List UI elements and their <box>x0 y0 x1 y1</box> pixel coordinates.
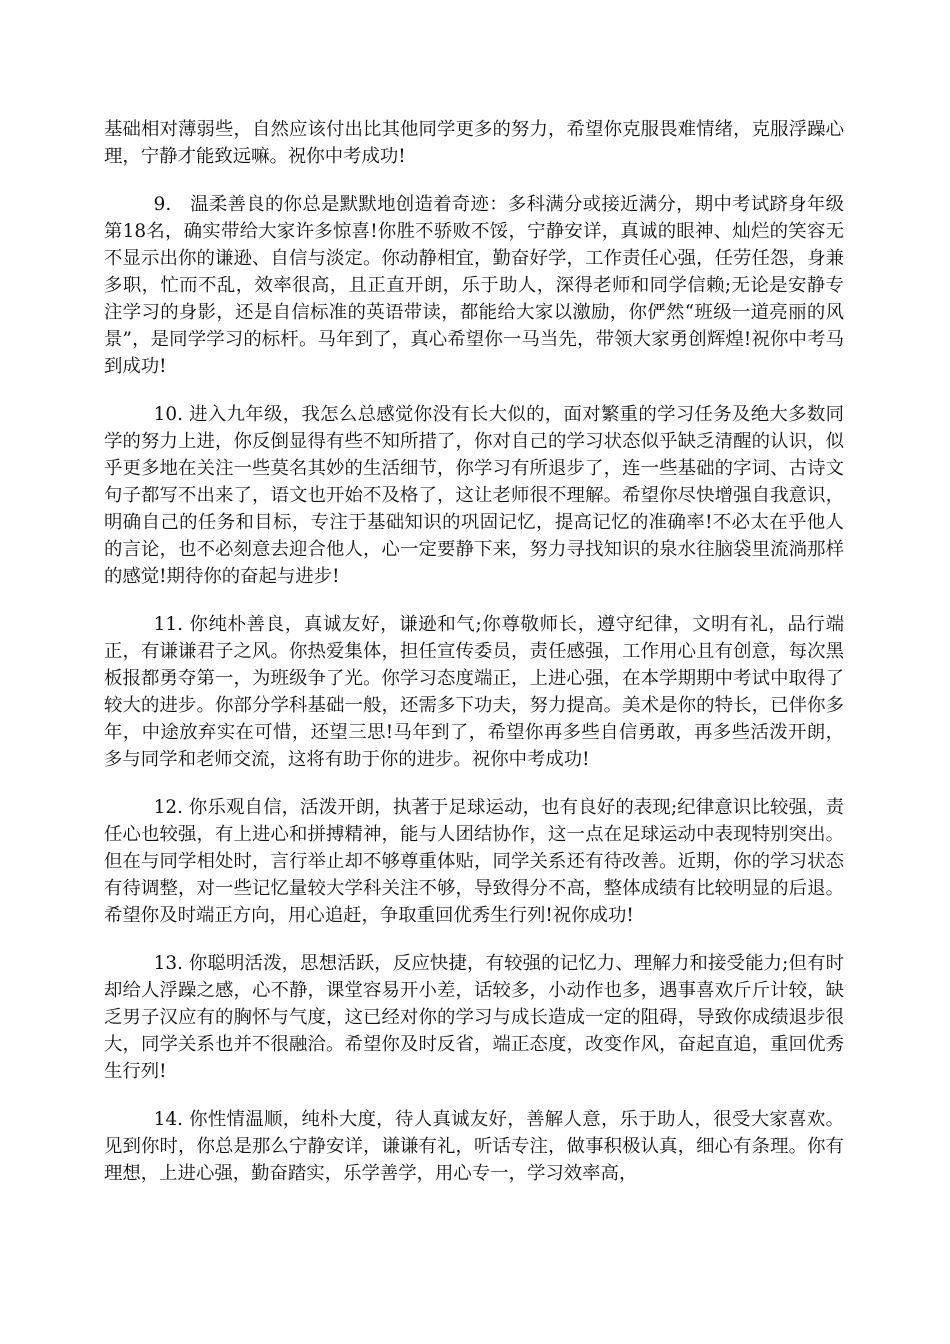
document-page <box>104 116 844 1208</box>
paragraph-12: 12. 你乐观自信，活泼开朗，执著于足球运动，也有良好的表现;纪律意识比较强，责任心也较强，有上进心和拼搏精神，能与人团结协作，这一点在足球运动中表现特别突出。但在与同学相处时，言行举止却不够尊重体贴，同学关系还有待改善。近期，你的学习状态有待调整，对一些记忆量较大学科关注不够，导致得分不高，整体成绩有比较明显的后退。希望你及时端正方向，用心追赶，争取重回优秀生行列!祝你成功! <box>104 797 844 926</box>
paragraph-8-continued: 基础相对薄弱些，自然应该付出比其他同学更多的努力，希望你克服畏难情绪，克服浮躁心理，宁静才能致远嘛。祝你中考成功! <box>104 119 844 167</box>
paragraph-13: 13. 你聪明活泼，思想活跃，反应快捷，有较强的记忆力、理解力和接受能力;但有时却给人浮躁之感，心不静，课堂容易开小差，话较多，小动作也多，遇事喜欢斤斤计较，缺乏男子汉应有的胸怀与气度，这已经对你的学习与成长造成一定的阻碍，导致你成绩退步很大，同学关系也并不很融洽。希望你及时反省，端正态度，改变作风，奋起直追，重回优秀生行列! <box>104 953 844 1082</box>
paragraph-14: 14. 你性情温顺，纯朴大度，待人真诚友好，善解人意，乐于助人，很受大家喜欢。见到你时，你总是那么宁静安详，谦谦有礼，听话专注，做事积极认真，细心有条理。你有理想，上进心强，勤奋踏实，乐学善学，用心专一，学习效率高， <box>104 1109 844 1184</box>
paragraph-11: 11. 你纯朴善良，真诚友好，谦逊和气;你尊敬师长，遵守纪律，文明有礼，品行端正，有谦谦君子之风。你热爱集体，担任宣传委员，责任感强，工作用心且有创意，每次黑板报都勇夺第一，为班级争了光。你学习态度端正，上进心强，在本学期期中考试中取得了较大的进步。你部分学科基础一般，还需多下功夫，努力提高。美术是你的特长，已伴你多年，中途放弃实在可惜，还望三思!马年到了，希望你再多些自信勇敢，再多些活泼开朗，多与同学和老师交流，这将有助于你的进步。祝你中考成功! <box>104 614 844 770</box>
paragraph-10: 10. 进入九年级，我怎么总感觉你没有长大似的，面对繁重的学习任务及绝大多数同学的努力上进，你反倒显得有些不知所措了，你对自己的学习状态似乎缺乏清醒的认识，似乎更多地在关注一些莫名其妙的生活细节，你学习有所退步了，连一些基础的字词、古诗文句子都写不出来了，语文也开始不及格了，这让老师很不理解。希望你尽快增强自我意识，明确自己的任务和目标，专注于基础知识的巩固记忆，提高记忆的准确率!不必太在乎他人的言论，也不必刻意去迎合他人，心一定要静下来，努力寻找知识的泉水往脑袋里流淌那样的感觉!期待你的奋起与进步! <box>104 404 844 587</box>
paragraph-9: 9. 温柔善良的你总是默默地创造着奇迹：多科满分或接近满分，期中考试跻身年级第18名，确实带给大家许多惊喜!你胜不骄败不馁，宁静安详，真诚的眼神、灿烂的笑容无不显示出你的谦逊、自信与淡定。你动静相宜，勤奋好学，工作责任心强，任劳任怨，身兼多职，忙而不乱，效率很高，且正直开朗，乐于助人，深得老师和同学信赖;无论是安静专注学习的身影，还是自信标准的英语带读，都能给大家以激励，你俨然“班级一道亮丽的风景”，是同学学习的标杆。马年到了，真心希望你一马当先，带领大家勇创辉煌!祝你中考马到成功! <box>104 194 844 377</box>
